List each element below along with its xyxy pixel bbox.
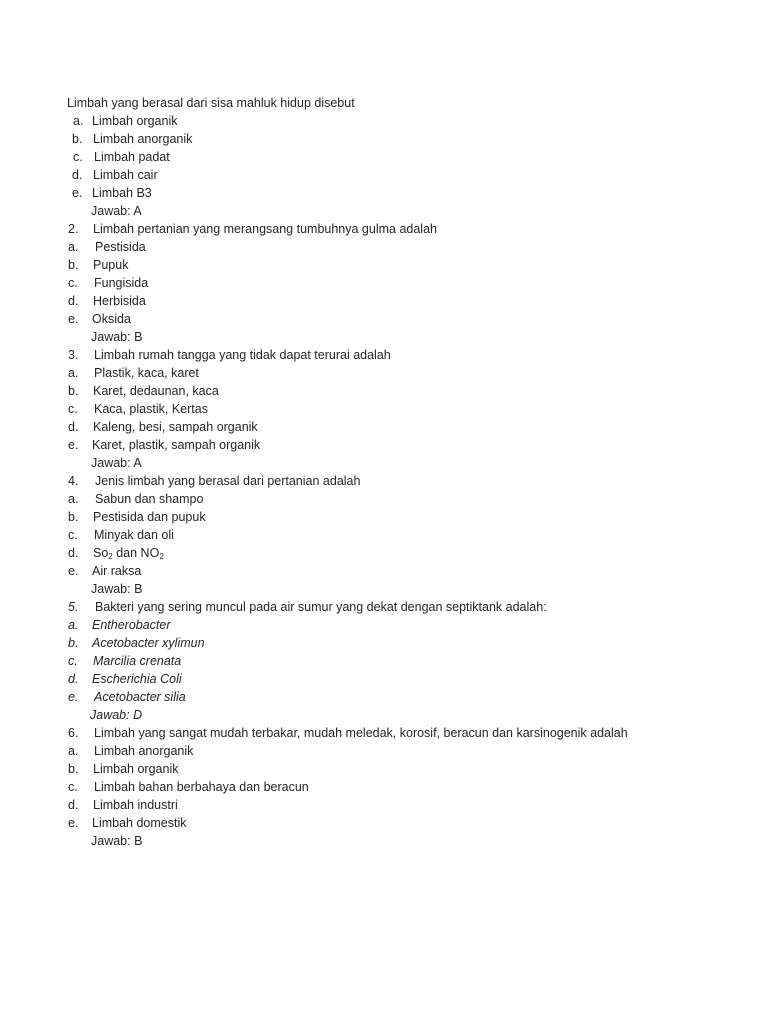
q2-option-e: Oksida	[92, 312, 131, 326]
q5-option-a: Entherobacter	[92, 618, 171, 632]
q3-answer: Jawab: A	[91, 456, 142, 470]
q6-option-a-letter: a.	[68, 744, 79, 758]
q6-option-c: Limbah bahan berbahaya dan beracun	[94, 780, 309, 794]
q5-option-d-letter: d.	[68, 672, 79, 686]
q1-option-d-letter: d.	[72, 168, 83, 182]
q1-option-e-letter: e.	[72, 186, 83, 200]
q5-number: 5.	[68, 600, 79, 614]
q6-option-d: Limbah industri	[93, 798, 178, 812]
q3-question: Limbah rumah tangga yang tidak dapat terurai adalah	[94, 348, 391, 362]
q2-option-c: Fungisida	[94, 276, 149, 290]
q2-option-b-letter: b.	[68, 258, 79, 272]
q5-option-c: Marcilia crenata	[93, 654, 182, 668]
q5-answer: Jawab: D	[90, 708, 143, 722]
q1-option-c-letter: c.	[73, 150, 83, 164]
subscript-2: 2	[108, 552, 113, 561]
q2-option-c-letter: c.	[68, 276, 78, 290]
q6-option-a: Limbah anorganik	[94, 744, 194, 758]
q4-option-e-letter: e.	[68, 564, 79, 578]
q5-option-c-letter: c.	[68, 654, 78, 668]
q3-option-d-letter: d.	[68, 420, 79, 434]
q4-option-a: Sabun dan shampo	[95, 492, 204, 506]
q6-answer: Jawab: B	[91, 834, 143, 848]
q6-question: Limbah yang sangat mudah terbakar, mudah meledak, korosif, beracun dan karsinogenik adalah	[94, 726, 628, 740]
q3-option-e-letter: e.	[68, 438, 79, 452]
q5-option-d: Escherichia Coli	[92, 672, 182, 686]
q4-question: Jenis limbah yang berasal dari pertanian adalah	[95, 474, 361, 488]
q5-option-b-letter: b.	[68, 636, 79, 650]
q6-option-e-letter: e.	[68, 816, 79, 830]
q4-option-c: Minyak dan oli	[94, 528, 174, 542]
q5-option-b: Acetobacter xylimun	[92, 636, 205, 650]
q2-option-e-letter: e.	[68, 312, 79, 326]
q4-option-c-letter: c.	[68, 528, 78, 542]
q1-option-e: Limbah B3	[92, 186, 152, 200]
q2-answer: Jawab: B	[91, 330, 143, 344]
q1-option-a-letter: a.	[73, 114, 84, 128]
q1-answer: Jawab: A	[91, 204, 142, 218]
q1-option-b: Limbah anorganik	[93, 132, 193, 146]
q3-option-e: Karet, plastik, sampah organik	[92, 438, 261, 452]
q4-option-a-letter: a.	[68, 492, 79, 506]
q2-option-a: Pestisida	[95, 240, 146, 254]
q3-number: 3.	[68, 348, 79, 362]
q4-option-b: Pestisida dan pupuk	[93, 510, 206, 524]
q5-question: Bakteri yang sering muncul pada air sumur yang dekat dengan septiktank adalah:	[95, 600, 547, 614]
q6-option-d-letter: d.	[68, 798, 79, 812]
q3-option-a: Plastik, kaca, karet	[94, 366, 199, 380]
q2-option-d: Herbisida	[93, 294, 146, 308]
q3-option-b-letter: b.	[68, 384, 79, 398]
q6-option-c-letter: c.	[68, 780, 78, 794]
dan-no-text: dan NO	[112, 546, 160, 560]
q6-option-b-letter: b.	[68, 762, 79, 776]
q4-option-d	[93, 544, 164, 562]
q1-option-a: Limbah organik	[92, 114, 178, 128]
q5-option-e-letter: e.	[68, 690, 79, 704]
subscript-2b: 2	[159, 552, 164, 561]
q2-number: 2.	[68, 222, 79, 236]
q4-answer: Jawab: B	[91, 582, 143, 596]
q6-option-e: Limbah domestik	[92, 816, 187, 830]
q3-option-d: Kaleng, besi, sampah organik	[93, 420, 258, 434]
q1-option-b-letter: b.	[72, 132, 83, 146]
q2-option-d-letter: d.	[68, 294, 79, 308]
so-text: So	[93, 546, 109, 560]
q4-option-d-letter: d.	[68, 546, 79, 560]
q5-option-e: Acetobacter silia	[94, 690, 186, 704]
q6-option-b: Limbah organik	[93, 762, 179, 776]
q2-question: Limbah pertanian yang merangsang tumbuhnya gulma adalah	[93, 222, 437, 236]
q1-option-c: Limbah padat	[94, 150, 170, 164]
q4-option-e: Air raksa	[92, 564, 142, 578]
q3-option-a-letter: a.	[68, 366, 79, 380]
q4-number: 4.	[68, 474, 79, 488]
q3-option-b: Karet, dedaunan, kaca	[93, 384, 219, 398]
q2-option-b: Pupuk	[93, 258, 129, 272]
q3-option-c-letter: c.	[68, 402, 78, 416]
q4-option-b-letter: b.	[68, 510, 79, 524]
q6-number: 6.	[68, 726, 79, 740]
q1-question: Limbah yang berasal dari sisa mahluk hidup disebut	[67, 96, 355, 110]
q3-option-c: Kaca, plastik, Kertas	[94, 402, 208, 416]
q1-option-d: Limbah cair	[93, 168, 158, 182]
q2-option-a-letter: a.	[68, 240, 79, 254]
q5-option-a-letter: a.	[68, 618, 79, 632]
